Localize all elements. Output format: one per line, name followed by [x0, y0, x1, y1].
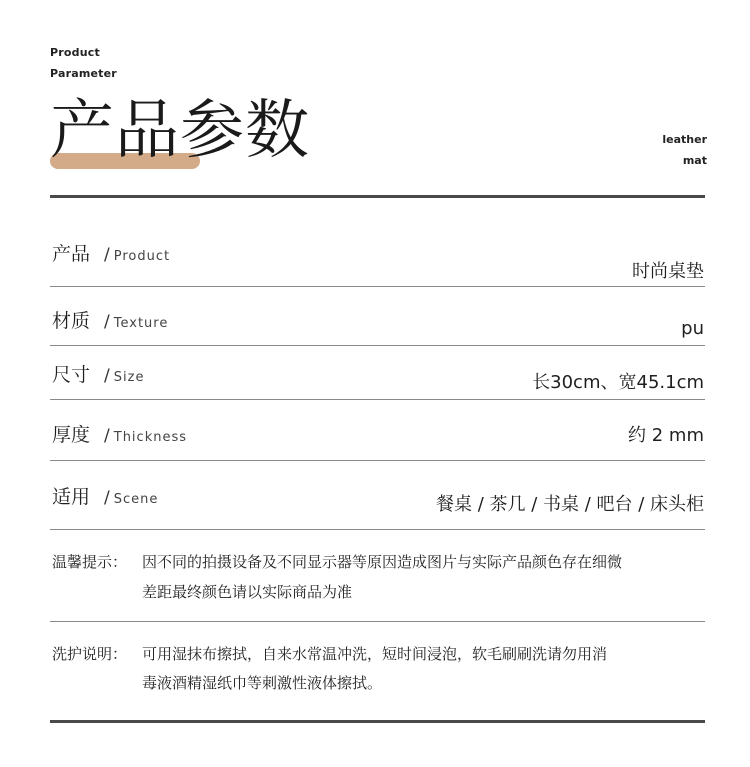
tip-label: 温馨提示：: [52, 553, 128, 571]
row-label-en: Texture: [113, 316, 169, 331]
row-value-product: 时尚桌垫: [632, 261, 704, 282]
row-size: 尺寸 / Size: [52, 364, 145, 386]
care-line2: 毒液酒精湿纸巾等刺激性液体擦拭。: [142, 674, 383, 692]
row-value-texture: pu: [681, 318, 704, 339]
header-en-line1: Product: [50, 46, 100, 59]
row-divider: [50, 286, 705, 287]
footer-divider: [50, 720, 705, 723]
row-label-cn: 产品: [52, 243, 91, 265]
header-en-line2: Parameter: [50, 67, 117, 80]
row-label-en: Thickness: [113, 430, 188, 445]
row-label-en: Product: [113, 249, 171, 264]
tip-line2: 差距最终颜色请以实际商品为准: [142, 583, 353, 601]
row-divider: [50, 460, 705, 461]
header-divider: [50, 195, 705, 198]
row-divider: [50, 345, 705, 346]
row-value-scene: 餐桌 / 茶几 / 书桌 / 吧台 / 床头柜: [435, 494, 704, 515]
row-divider: [50, 399, 705, 400]
row-texture: 材质 / Texture: [52, 310, 169, 332]
side-tag-line2: mat: [682, 154, 707, 167]
row-divider: [50, 529, 705, 530]
notes-divider: [50, 621, 705, 622]
row-label-cn: 尺寸: [52, 364, 91, 386]
side-tag-line1: leather: [662, 133, 707, 146]
care-label: 洗护说明：: [52, 645, 128, 663]
row-product: 产品 / Product: [52, 243, 171, 265]
row-scene: 适用 / Scene: [52, 486, 159, 508]
row-label-cn: 适用: [52, 486, 91, 508]
row-label-en: Size: [113, 370, 145, 385]
row-value-size: 长30cm、宽45.1cm: [532, 372, 704, 393]
row-label-cn: 厚度: [52, 424, 91, 446]
row-thickness: 厚度 / Thickness: [52, 424, 188, 446]
row-label-cn: 材质: [52, 310, 91, 332]
page-title: 产品参数: [50, 94, 310, 168]
row-value-thickness: 约 2 mm: [628, 425, 704, 446]
care-line1: 可用湿抹布擦拭，自来水常温冲洗，短时间浸泡，软毛刷刷洗请勿用消: [142, 645, 608, 663]
tip-line1: 因不同的拍摄设备及不同显示器等原因造成图片与实际产品颜色存在细微: [142, 553, 623, 571]
row-label-en: Scene: [113, 492, 159, 507]
